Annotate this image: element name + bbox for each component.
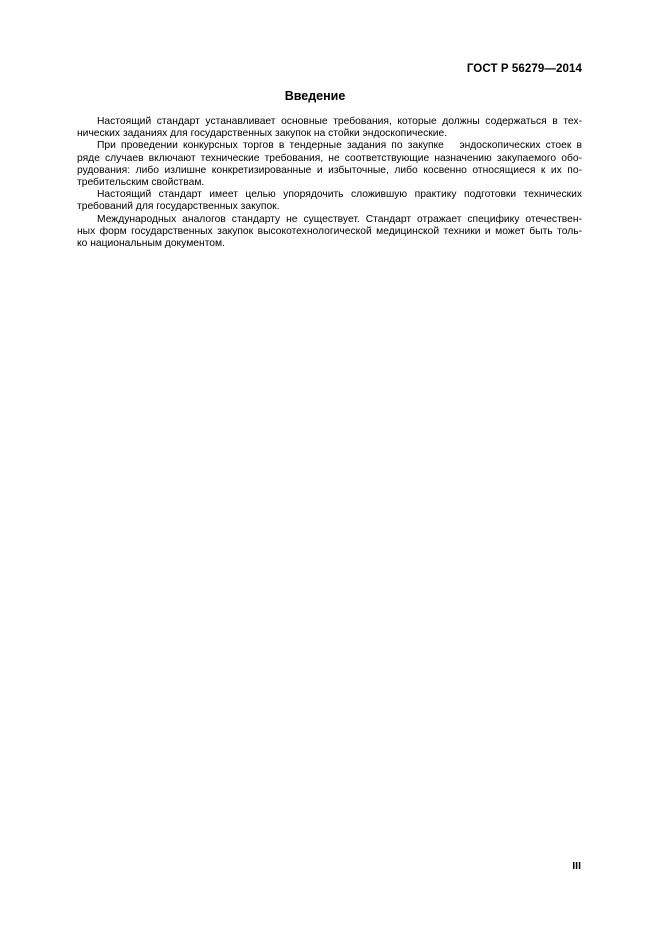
section-title: Введение xyxy=(284,89,346,103)
text-line: ряде случаев включают технические требования, не соответствующие назначению закупаемого обо- xyxy=(77,152,582,164)
paragraph xyxy=(77,214,582,251)
page-number: III xyxy=(572,860,581,872)
text-line: рудования: либо излишне конкретизированные и избыточные, либо косвенно относящиеся к их по- xyxy=(77,164,582,176)
text-line: Международных аналогов стандарту не существует. Стандарт отражает специфику отечествен- xyxy=(97,213,582,225)
document-code: ГОСТ Р 56279—2014 xyxy=(466,63,582,75)
text-line: требительским свойствам. xyxy=(77,176,205,188)
text-line: ных форм государственных закупок высокотехнологической медицинской техники и может быть толь- xyxy=(77,225,582,237)
paragraph xyxy=(77,116,582,140)
text-line: Настоящий стандарт устанавливает основные требования, которые должны содержаться в тех- xyxy=(97,116,582,127)
body-text xyxy=(77,116,582,250)
text-line: требований для государственных закупок. xyxy=(77,201,280,213)
paragraph xyxy=(77,140,582,189)
text-line: нических заданиях для государственных закупок на стойки эндоскопические. xyxy=(77,128,448,140)
text-line: ко национальным документом. xyxy=(77,237,225,249)
paragraph xyxy=(77,189,582,213)
text-line: Настоящий стандарт имеет целью упорядочить сложившую практику подготовки технических xyxy=(97,189,582,201)
text-line: При проведении конкурсных торгов в тендерные задания по закупке эндоскопических стоек в xyxy=(97,140,582,152)
